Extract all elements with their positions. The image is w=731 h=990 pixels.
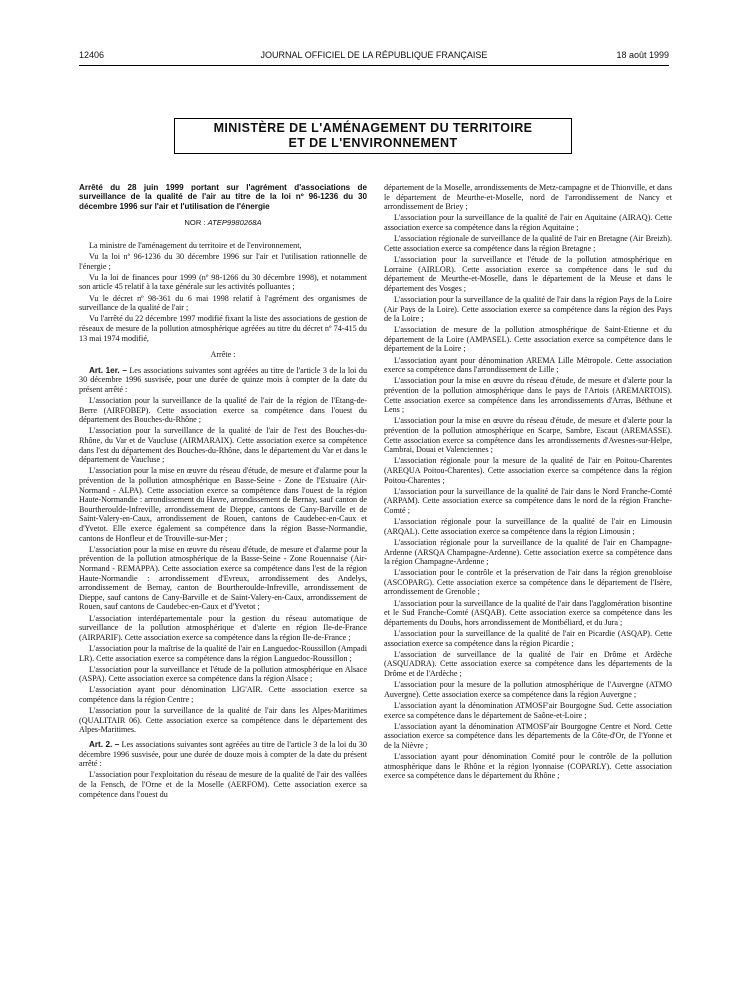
article-1-item: L'association pour la surveillance de la qualité de l'air de l'est des Bouches-du-Rhône, du Var et de Vaucluse (AIRMARAIX). Cette association exerce sa compétence dans l'est du département des Bouches-du-Rhône, dans le département du Var et dans le département de Vaucluse ; <box>79 426 367 465</box>
article-2-item: L'association régionale pour la mesure de la qualité de l'air en Poitou-Charentes (AREQUA Poitou-Charentes). Cette association exerce sa compétence dans la région Poitou-Charentes ; <box>384 456 672 485</box>
article-2-text: Les associations suivantes sont agréées au titre de l'article 3 de la loi du 30 décembre 1996 susvisée, pour une durée de douze mois à compter de la date du présent arrêté : <box>79 740 367 769</box>
ministry-line-1: MINISTÈRE DE L'AMÉNAGEMENT DU TERRITOIRE <box>213 121 533 135</box>
article-2-item: L'association de mesure de la pollution atmosphérique de Saint-Etienne et du département de la Loire (AMPASEL). Cette association exerce sa compétence dans le département de la Loire ; <box>384 325 672 354</box>
article-2-item: L'association ayant pour dénomination AREMA Lille Métropole. Cette association exerce sa compétence dans l'arrondissement de Lille ; <box>384 355 672 375</box>
article-2-item: L'association régionale pour la surveillance de la qualité de l'air en Champagne-Ardenne (ARSQA Champagne-Ardenne). Cette association exerce sa compétence dans la région Champagne-Ardenne ; <box>384 537 672 567</box>
preamble-line: La ministre de l'aménagement du territoire et de l'environnement, <box>89 240 302 250</box>
article-2-item: L'association pour le contrôle et la préservation de l'air dans la région grenobloise (ASCOPARG). Cette association exerce sa compétence dans le département de l'Isère, arrondissement de Grenoble ; <box>384 568 672 597</box>
article-2-item: L'association pour la mise en œuvre du réseau d'étude, de mesure et d'alerte pour la prévention de la pollution atmosphérique dans le pays de l'Artois (AREMARTOIS). Cette association exerce sa compétence dans les arrondissements d'Arras, Béthune et Lens ; <box>384 376 672 415</box>
article-1-item: L'association interdépartementale pour la gestion du réseau automatique de surveillance de la pollution atmosphérique et d'alerte en région Ile-de-France (AIRPARIF). Cette association exerce sa compétence dans la région Ile-de-France ; <box>79 613 367 642</box>
article-1-text: Les associations suivantes sont agréées au titre de l'article 3 de la loi du 30 décembre 1996 susvisée, pour une durée de quinze mois à compter de la date du présent arrêté : <box>79 365 368 394</box>
left-column <box>79 183 367 801</box>
article-1-item: L'association ayant pour dénomination LIG'AIR. Cette association exerce sa compétence dans la région Centre ; <box>79 685 367 705</box>
article-2-item: L'association pour la surveillance de la qualité de l'air dans la région Pays de la Loire (Air Pays de la Loire). Cette association exerce sa compétence dans la région des Pays de la Loire ; <box>384 294 672 324</box>
article-2-item: L'association ayant la dénomination ATMOSF'air Bourgogne Sud. Cette association exerce sa compétence dans le département de Saône-et-Loire ; <box>384 700 672 720</box>
article-1-item: L'association pour la maîtrise de la qualité de l'air en Languedoc-Roussillon (Ampadi LR). Cette association exerce sa compétence dans la région Languedoc-Roussillon ; <box>79 643 367 663</box>
header-rule <box>79 65 669 66</box>
right-column <box>384 183 672 783</box>
page-number: 12406 <box>79 50 105 60</box>
article-2-heading: Art. 2. – <box>89 740 120 750</box>
article-2-item: L'association pour l'exploitation du réseau de mesure de la qualité de l'air des vallées de la Fensch, de l'Orne et de la Moselle (AERFOM). Cette association exerce sa compétence dans l'ouest du <box>79 770 367 799</box>
article-2-intro <box>79 740 367 769</box>
article-1-item: L'association pour la mise en œuvre du réseau d'étude, de mesure et d'alarme pour la prévention de la pollution atmosphérique de la Basse-Seine - Zone Rouennaise (Air-Normand - REMAPPA). Cette association exerce sa compétence dans l'est de la région Haute-Normandie : arrondissement d'Evreux, arrondissement des Andelys, arrondissement de Bernay, canton de Bourtheroulde-Infreville, arrondissement de Dieppe, sauf cantons de Cany-Barville et de Saint-Valery-en-Caux, arrondissement de Rouen, sauf cantons de Caudebec-en-Caux et d'Yvetot ; <box>79 544 367 612</box>
ministry-line-2: ET DE L'ENVIRONNEMENT <box>288 136 458 150</box>
arrete-heading: Arrête : <box>210 350 236 360</box>
preamble-line: Vu la loi de finances pour 1999 (nº 98-1266 du 30 décembre 1998), et notamment son article 45 relatif à la taxe générale sur les activités polluantes ; <box>79 272 367 292</box>
article-2-item: L'association de surveillance de la qualité de l'air en Drôme et Ardèche (ASQUADRA). Cette association exerce sa compétence dans les départements de la Drôme et de l'Ardèche ; <box>384 649 672 678</box>
article-1-item: L'association pour la surveillance et l'étude de la pollution atmosphérique en Alsace (ASPA). Cette association exerce sa compétence dans la région Alsace ; <box>79 664 367 684</box>
nor-reference <box>79 218 367 228</box>
ministry-box <box>174 118 572 154</box>
article-2-item: L'association régionale de surveillance de la qualité de l'air en Bretagne (Air Breizh). Cette association exerce sa compétence dans la région Bretagne ; <box>384 234 672 253</box>
article-2-item: L'association pour la surveillance de la qualité de l'air en Picardie (ASQAP). Cette association exerce sa compétence dans la région Picardie ; <box>384 629 672 648</box>
nor-label: NOR : <box>184 218 206 228</box>
article-1-intro <box>79 366 367 395</box>
article-2-item: L'association pour la surveillance de la qualité de l'air en Aquitaine (AIRAQ). Cette association exerce sa compétence dans la région Aquitaine ; <box>384 213 672 232</box>
article-2-item: L'association pour la surveillance de la qualité de l'air dans le Nord Franche-Comté (ARPAM). Cette association exerce sa compétence dans le nord de la région Franche-Comté ; <box>384 486 672 515</box>
article-2-item: L'association pour la mise en œuvre du réseau d'étude, de mesure et d'alerte pour la prévention de la pollution atmosphérique en Scarpe, Sambre, Escaut (AREMASSE). Cette association exerce sa compétence dans les arrondissements d'Avesnes-sur-Helpe, Cambrai, Douai et Valenciennes ; <box>384 416 672 455</box>
article-2-item-continued: département de la Moselle, arrondissements de Metz-campagne et de Thionville, et dans le département de Meurthe-et-Moselle, nord de l'arrondissement de Nancy et arrondissement de Briey ; <box>384 183 672 212</box>
decree-title: Arrêté du 28 juin 1999 portant sur l'agrément d'associations de surveillance de la qualité de l'air au titre de la loi nº 96-1236 du 30 décembre 1996 sur l'air et l'utilisation de l'énergie <box>79 183 367 211</box>
article-2-item: L'association ayant pour dénomination Comité pour le contrôle de la pollution atmosphérique dans le Rhône et la région lyonnaise (COPARLY). Cette association exerce sa compétence dans le département du Rhône ; <box>384 752 672 781</box>
issue-date: 18 août 1999 <box>616 50 669 60</box>
preamble-line: Vu la loi nº 96-1236 du 30 décembre 1996 sur l'air et l'utilisation rationnelle de l'énergie ; <box>79 252 367 271</box>
preamble-line: Vu l'arrêté du 22 décembre 1997 modifié fixant la liste des associations de gestion de réseaux de mesure de la pollution atmosphérique agréées au titre du décret nº 74-415 du 13 mai 1974 modifié, <box>79 314 367 343</box>
journal-title: JOURNAL OFFICIEL DE LA RÉPUBLIQUE FRANÇAISE <box>260 50 488 60</box>
article-2-item: L'association ayant la dénomination ATMOSF'air Bourgogne Centre et Nord. Cette association exerce sa compétence dans les départements de la Côte-d'Or, de l'Yonne et de la Nièvre ; <box>384 721 672 750</box>
article-1-item: L'association pour la mise en œuvre du réseau d'étude, de mesure et d'alarme pour la prévention de la pollution atmosphérique en Basse-Seine - Zone de l'Estuaire (Air-Normand - ALPA). Cette association exerce sa compétence dans l'ouest de la région Haute-Normandie : arrondissement du Havre, arrondissement de Bernay, sauf canton de Bourtheroulde-Infreville, arrondissement de Dieppe, cantons de Cany-Barville et de Saint-Valery-en-Caux, arrondissement de Rouen, cantons de Caudebec-en-Caux et d'Yvetot. Elle exerce également sa compétence dans la région Basse-Normandie, cantons de Honfleur et de Trouville-sur-Mer ; <box>79 466 367 543</box>
article-1-heading: Art. 1er. – <box>89 365 127 375</box>
article-2-item: L'association pour la mesure de la pollution atmosphérique de l'Auvergne (ATMO Auvergne). Cette association exerce sa compétence dans la région Auvergne ; <box>384 680 672 699</box>
article-1-item: L'association pour la surveillance de la qualité de l'air dans les Alpes-Maritimes (QUALITAIR 06). Cette association exerce sa compétence dans le département des Alpes-Maritimes. <box>79 706 367 735</box>
nor-code: ATEP9980268A <box>207 218 262 228</box>
article-1-item: L'association pour la surveillance de la qualité de l'air de la région de l'Etang-de-Berre (AIRFOBEP). Cette association exerce sa compétence dans l'ouest du département des Bouches-du-Rhône ; <box>79 396 367 425</box>
article-2-item: L'association pour la surveillance et l'étude de la pollution atmosphérique en Lorraine (AIRLOR). Cette association exerce sa compétence dans le sud du département de Meurthe-et-Moselle, dans le département de la Meuse et dans le département des Vosges ; <box>384 254 672 293</box>
article-2-item: L'association régionale pour la surveillance de la qualité de l'air en Limousin (ARQAL). Cette association exerce sa compétence dans la région Limousin ; <box>384 517 672 536</box>
article-2-item: L'association pour la surveillance de la qualité de l'air dans l'agglomération bisontine et le Sud Franche-Comté (ASQAB). Cette association exerce sa compétence dans les départements du Doubs, hors arrondissement de Montbéliard, et du Jura ; <box>384 598 672 627</box>
page-header <box>79 50 669 64</box>
preamble-line: Vu le décret nº 98-361 du 6 mai 1998 relatif à l'agrément des organismes de surveillance de la qualité de l'air ; <box>79 293 367 313</box>
